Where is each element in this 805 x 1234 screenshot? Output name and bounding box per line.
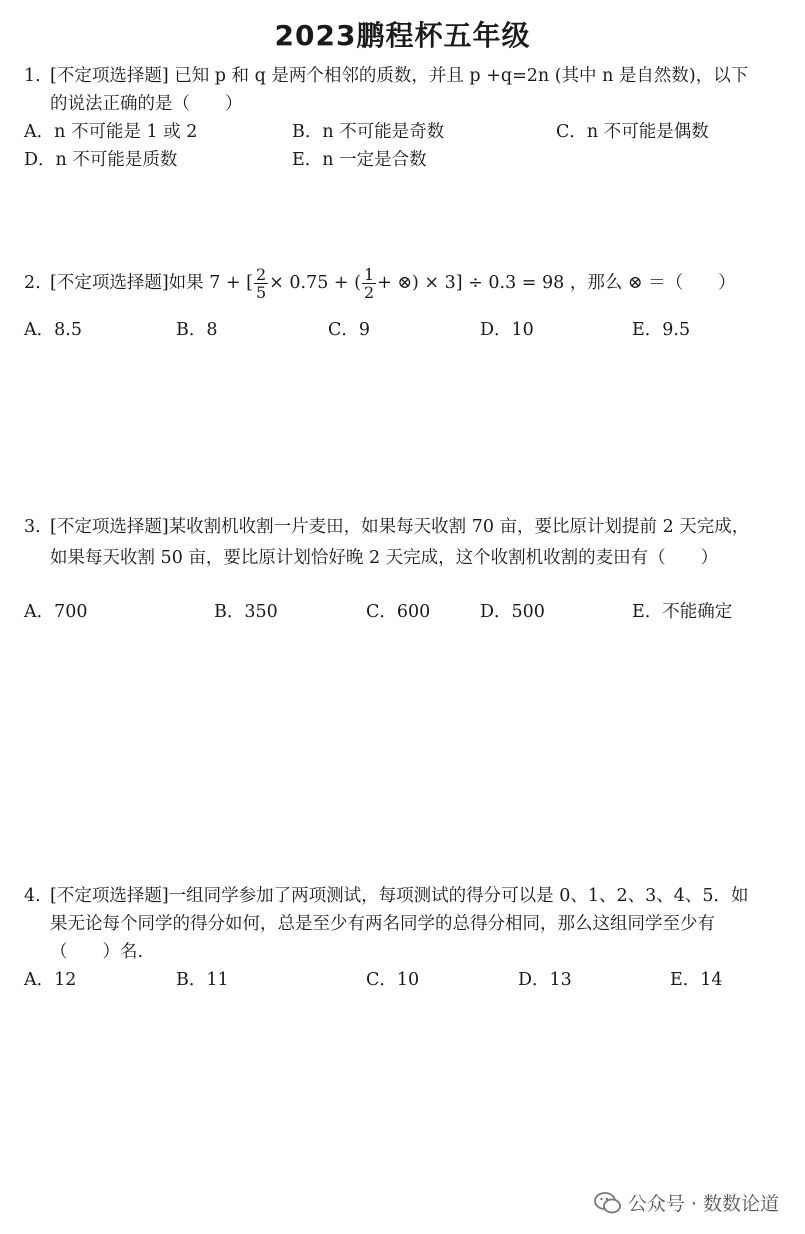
option-a: A．12 <box>24 970 77 990</box>
watermark-text: 公众号 · 数数论道 <box>627 1193 779 1215</box>
question-text-line: [不定项选择题] 已知 p 和 q 是两个相邻的质数，并且 p +q=2n (其中 n 是自然数)，以下 <box>50 66 749 86</box>
numerator: 1 <box>363 265 375 284</box>
question-2-options <box>24 316 784 344</box>
option-b: B．350 <box>214 602 278 622</box>
option-e: E．n 一定是合数 <box>292 150 427 170</box>
question-1 <box>24 62 784 118</box>
option-b: B．11 <box>176 970 229 990</box>
page-title: 2023鹏程杯五年级 <box>274 19 531 52</box>
option-e: E．9.5 <box>632 320 691 340</box>
denominator: 5 <box>255 283 267 302</box>
wechat-icon <box>594 1191 622 1215</box>
question-2 <box>24 266 784 301</box>
option-b: B．8 <box>176 320 218 340</box>
question-4 <box>24 882 784 966</box>
question-text-line: 如果每天收割 50 亩，要比原计划恰好晚 2 天完成，这个收割机收割的麦田有（ ） <box>50 548 719 568</box>
numerator: 2 <box>255 265 267 284</box>
question-number: 4. <box>24 886 41 906</box>
watermark <box>594 1189 779 1216</box>
fraction <box>362 266 376 301</box>
question-4-options <box>24 966 784 994</box>
option-b: B．n 不可能是奇数 <box>292 122 445 142</box>
option-d: D．10 <box>480 320 534 340</box>
question-text-line: 果无论每个同学的得分如何，总是至少有两名同学的总得分相同，那么这组同学至少有 <box>50 914 715 934</box>
question-number: 3. <box>24 517 41 537</box>
question-text-mid: × 0.75 + ( <box>269 273 361 293</box>
option-e: E．14 <box>670 970 723 990</box>
question-text-line: [不定项选择题]某收割机收割一片麦田，如果每天收割 70 亩，要比原计划提前 2 天完成， <box>50 517 750 537</box>
option-c: C．n 不可能是偶数 <box>556 122 709 142</box>
denominator: 2 <box>363 283 375 302</box>
question-text-prefix: [不定项选择题]如果 7 + [ <box>50 273 253 293</box>
question-number: 1. <box>24 66 41 86</box>
question-text-line: （ ）名. <box>50 942 144 962</box>
option-d: D．13 <box>518 970 572 990</box>
option-c: C．10 <box>366 970 420 990</box>
option-a: A．8.5 <box>24 320 82 340</box>
question-text-line: 的说法正确的是（ ） <box>50 94 243 114</box>
option-e: E．不能确定 <box>632 602 733 622</box>
option-c: C．9 <box>328 320 371 340</box>
question-number: 2. <box>24 273 41 293</box>
question-text-suffix: + ⊗) × 3] ÷ 0.3 = 98 ，那么 ⊗ ＝（ ） <box>377 273 736 293</box>
fraction <box>254 266 268 301</box>
option-c: C．600 <box>366 602 431 622</box>
question-1-options <box>24 118 784 174</box>
question-3-options <box>24 598 784 626</box>
option-a: A．n 不可能是 1 或 2 <box>24 122 198 142</box>
option-d: D．500 <box>480 602 545 622</box>
option-a: A．700 <box>24 602 88 622</box>
question-3 <box>24 513 784 572</box>
question-text-line: [不定项选择题]一组同学参加了两项测试，每项测试的得分可以是 0、1、2、3、4、5．如 <box>50 886 749 906</box>
option-d: D．n 不可能是质数 <box>24 150 178 170</box>
